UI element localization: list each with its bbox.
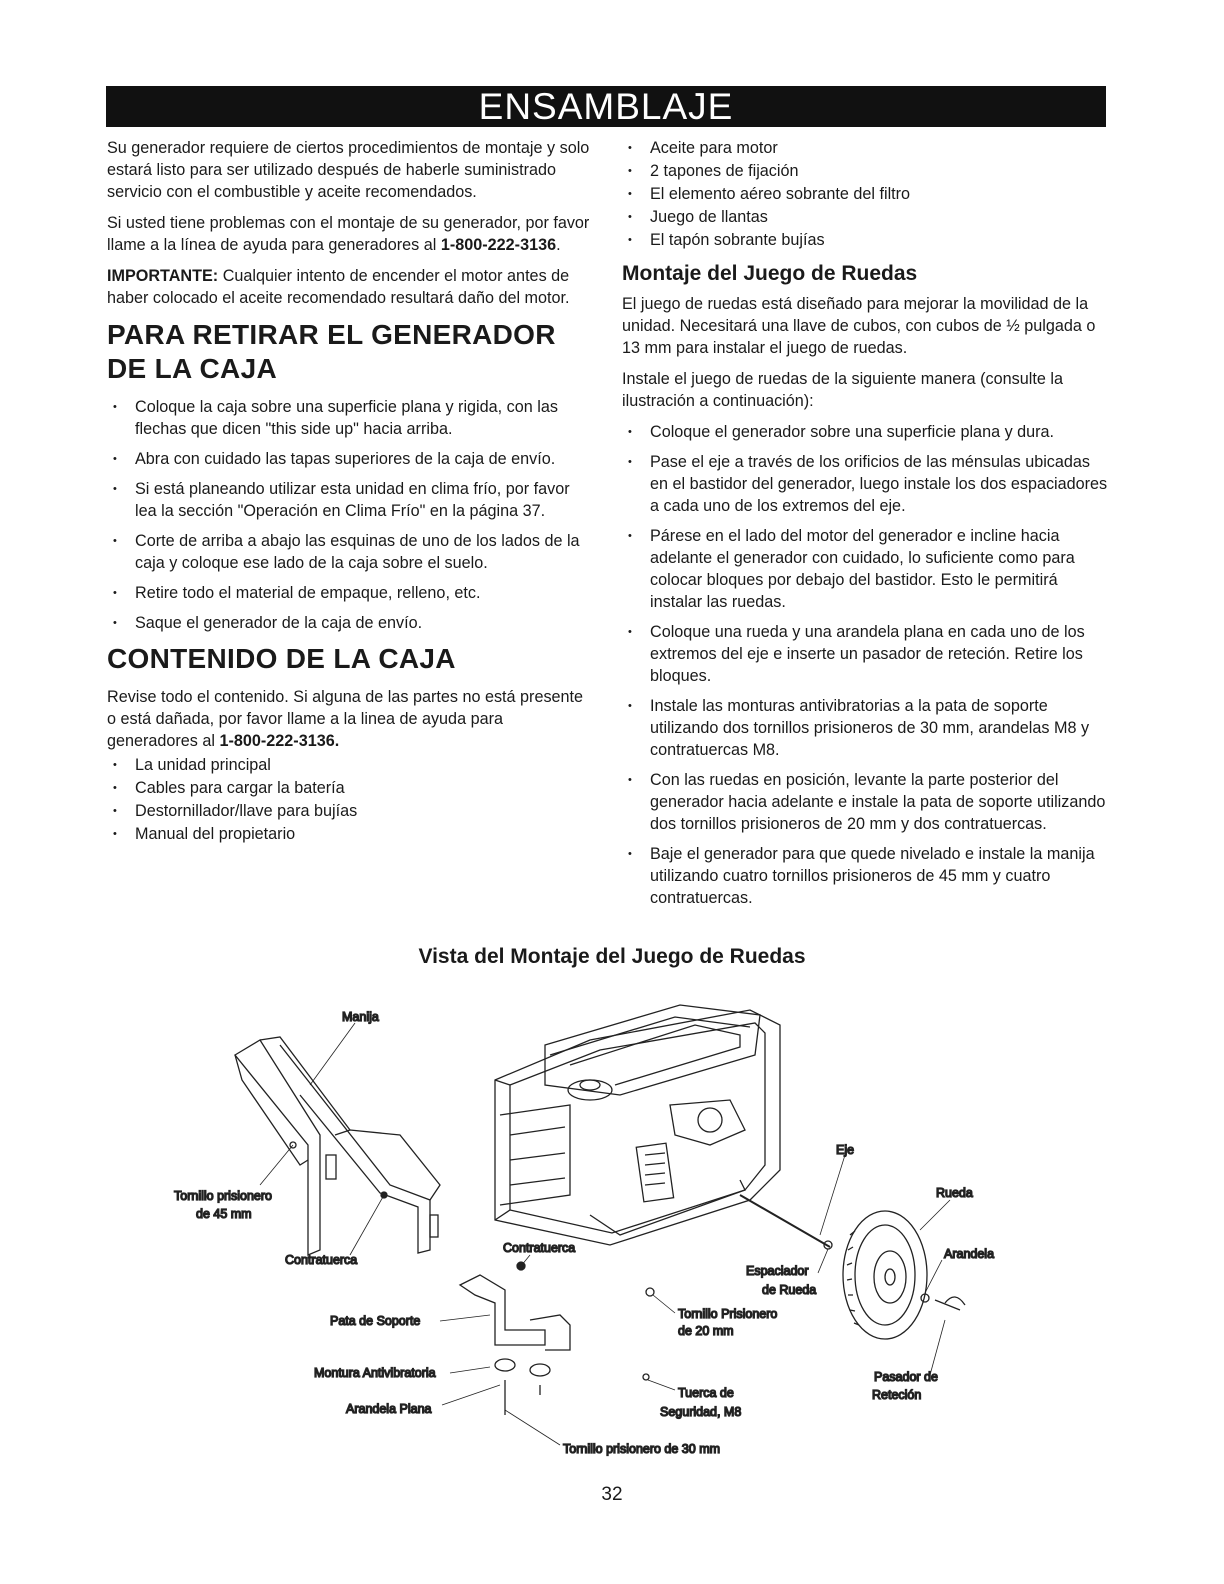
label-rueda: Rueda [936,1186,973,1200]
list-item: • Coloque el generador sobre una superficie plana y dura. [622,421,1110,443]
box-contents-list-continued [622,137,1110,251]
list-item: • Baje el generador para que quede nivelado e instale la manija utilizando cuatro tornillos prisioneros de 45 mm y cuatro contratuercas. [622,843,1110,909]
label-eje: Eje [836,1143,855,1157]
label-tornillo-30mm: Tornillo prisionero de 30 mm [563,1442,721,1456]
retaining-pin [935,1297,965,1310]
wheel-kit-intro-2: Instale el juego de ruedas de la siguiente manera (consulte la ilustración a continuación): [622,370,1063,410]
list-item: • Manual del propietario [107,823,591,845]
label-tornillo-20-line1: Tornillo Prisionero [678,1307,778,1321]
list-item: • Coloque la caja sobre una superficie plana y rigida, con las flechas que dicen "this side up" hacia arriba. [107,396,591,440]
label-arandela: Arandela [944,1247,995,1261]
label-tornillo-45-line2: de 45 mm [196,1207,252,1221]
generator-drawing [495,1005,780,1245]
intro-paragraph-2: Si usted tiene problemas con el montaje de su generador, por favor llame a la línea de ayuda para generadores al 1-800-222-3136. [107,214,590,254]
label-tornillo-45-line1: Tornillo prisionero [174,1189,272,1203]
box-contents-list [107,754,591,845]
page-number: 32 [601,1484,623,1505]
axle [740,1195,830,1247]
list-item: • La unidad principal [107,754,591,776]
list-item: • El elemento aéreo sobrante del filtro [622,183,1110,205]
label-tuerca-line2: Seguridad, M8 [660,1405,742,1419]
list-item: • Instale las monturas antivibratorias a la pata de soporte utilizando dos tornillos prisioneros de 30 mm, arandelas M8 y contratuercas M8. [622,695,1110,761]
intro-paragraph-1: Su generador requiere de ciertos procedimientos de montaje y solo estará listo para ser utilizado después de haberle suministrado servicio con el combustible y aceite recomendados. [107,139,590,201]
remove-generator-list [107,396,591,634]
label-espaciador-line1: Espaciador [746,1264,809,1278]
helpline-phone: 1-800-222-3136 [440,236,557,254]
list-item: • 2 tapones de fijación [622,160,1110,182]
list-item: • Si está planeando utilizar esta unidad en clima frío, por favor lea la sección "Operación en Clima Frío" en la página 37. [107,478,591,522]
list-item: • Párese en el lado del motor del generador e incline hacia adelante el generador con cuidado, lo suficiente como para colocar bloques por debajo del bastidor. Esto le permitirá instalar las ruedas. [622,525,1110,613]
label-pata-de-soporte: Pata de Soporte [330,1314,421,1328]
important-note: IMPORTANTE: Cualquier intento de encender el motor antes de haber colocado el aceite recomendado resultará daño del motor. [107,267,570,307]
wheel-drawing [843,1211,927,1339]
anti-vibration-mounts [495,1359,550,1415]
left-column [107,137,591,846]
label-contratuerca-center: Contratuerca [503,1241,576,1255]
figure-title: Vista del Montaje del Juego de Ruedas [418,945,806,968]
list-item: • Coloque una rueda y una arandela plana en cada uno de los extremos del eje e inserte un pasador de reteción. Retire los bloques. [622,621,1110,687]
support-leg-drawing [460,1275,570,1350]
label-espaciador-line2: de Rueda [762,1283,817,1297]
right-column [622,137,1110,917]
list-item: • Corte de arriba a abajo las esquinas de uno de los lados de la caja y coloque ese lado de la caja sobre el suelo. [107,530,591,574]
list-item: • Cables para cargar la batería [107,777,591,799]
section-title-remove-generator: PARA RETIRAR EL GENERADOR DE LA CAJA [107,319,556,384]
label-montura-antivibratoria: Montura Antivibratoria [314,1366,436,1380]
wheel-kit-intro: El juego de ruedas está diseñado para mejorar la movilidad de la unidad. Necesitará una llave de cubos, con cubos de ½ pulgada o 13 mm para instalar el juego de ruedas. [622,295,1096,357]
label-manija: Manija [342,1010,379,1024]
list-item: • Retire todo el material de empaque, relleno, etc. [107,582,591,604]
label-arandela-plana: Arandela Plana [346,1402,432,1416]
list-item: • Con las ruedas en posición, levante la parte posterior del generador hacia adelante e instale la pata de soporte utilizando dos tornillos prisioneros de 20 mm y dos contratuercas. [622,769,1110,835]
label-tornillo-20-line2: de 20 mm [678,1324,734,1338]
list-item: • El tapón sobrante bujías [622,229,1110,251]
list-item: • Juego de llantas [622,206,1110,228]
label-contratuerca-left: Contratuerca [285,1253,358,1267]
wheel-kit-steps [622,421,1110,909]
section-banner: ENSAMBLAJE [106,86,1106,127]
list-item: • Abra con cuidado las tapas superiores de la caja de envío. [107,448,591,470]
section-title-box-contents: CONTENIDO DE LA CAJA [107,643,456,674]
list-item: • Aceite para motor [622,137,1110,159]
box-contents-paragraph: Revise todo el contenido. Si alguna de las partes no está presente o está dañada, por favor llame a la linea de ayuda para generadores al 1-800-222-3136. [107,688,584,750]
label-pasador-line2: Reteción [872,1388,922,1402]
leader-lines [260,1023,950,1445]
label-pasador-line1: Pasador de [874,1370,938,1384]
list-item: • Pase el eje a través de los orificios de las ménsulas ubicadas en el bastidor del generador, luego instale los dos espaciadores a cada uno de los extremos del eje. [622,451,1110,517]
bolt-20mm [646,1288,654,1296]
wheel-kit-assembly-diagram [150,985,1020,1465]
list-item: • Destornillador/llave para bujías [107,800,591,822]
list-item: • Saque el generador de la caja de envío. [107,612,591,634]
section-title-wheel-kit: Montaje del Juego de Ruedas [622,262,918,285]
helpline-phone-2: 1-800-222-3136. [219,732,340,750]
handle-drawing [235,1037,440,1255]
label-tuerca-line1: Tuerca de [678,1386,734,1400]
safety-nut-m8 [643,1374,649,1380]
